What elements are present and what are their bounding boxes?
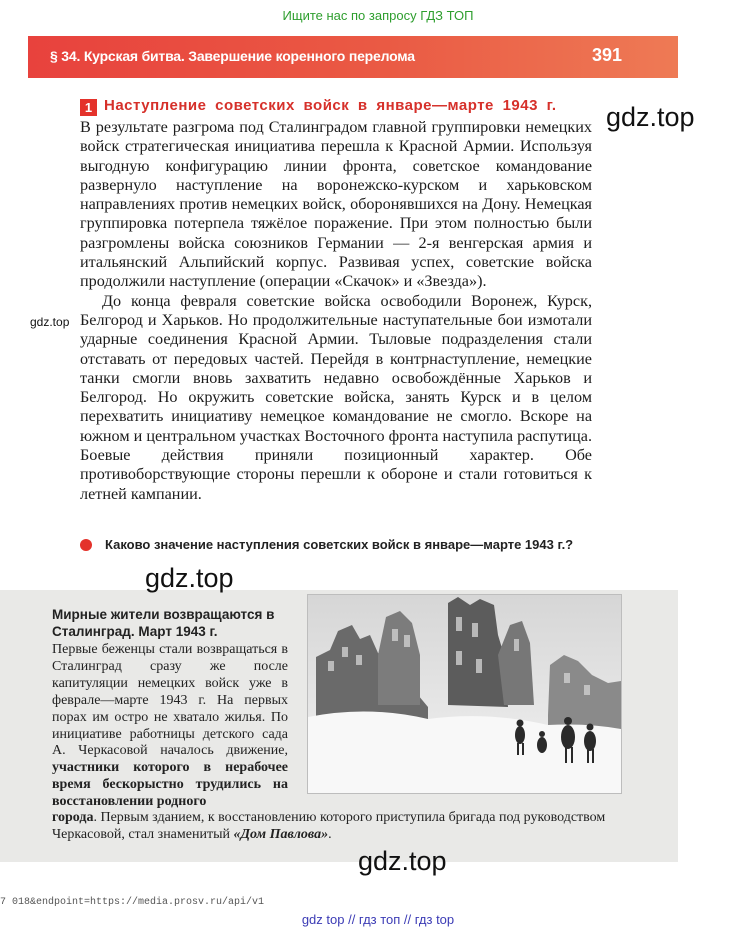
photo-caption-tail [52,810,626,844]
watermark-left: gdz.top [30,315,70,329]
watermark-right: gdz.top [606,102,695,132]
caption-text-bold: участники которого в нерабочее время бескорыстно трудились на восстановлении родного [52,760,288,810]
paragraph-2: До конца февраля советские войска освободили Воронеж, Курск, Белгород и Харьков. Но продолжительные наступательные бои измотали ударные соединения Красной Армии. Тыловые подразделения стали отставать от передовых частей. Перейдя в контрнаступление, немецкие танки смогли вновь захватить недавно освобождённые Харьков и Белгород. Но окружить советские войска, занять Курск и в целом перехватить инициативу немецкое командование не смогло. Вскоре на южном и центральном участках Восточного фронта наступила распутица. Боевые действия приняли позиционный характер. Обе противоборствующие стороны перешли к обороне и стали готовиться к летней кампании. [80,291,592,503]
watermark-center: gdz.top [145,563,234,593]
main-text [80,118,592,504]
chapter-header-bar [28,36,678,78]
photo-caption-title: Мирные жители возвращаются в Сталинград. Март 1943 г. [52,607,275,639]
question-bullet-icon [80,539,92,551]
watermark-bottom: gdz.top [358,846,447,876]
stalingrad-ruins-photo [307,594,622,794]
chapter-title: § 34. Курская битва. Завершение коренного перелома [50,48,415,64]
caption-text-plain: Первые беженцы стали возвращаться в Сталинград сразу же после капитуляции немецких войск уже в феврале—марте 1943 г. На первых порах им остро не хватало жилья. По инициативе работницы детского сада А. Черкасовой началось движение, [52,642,288,759]
caption-tail-italic: «Дом Павлова» [233,826,329,842]
photo-caption-text [52,642,288,811]
section-number-badge: 1 [80,99,97,116]
caption-tail-bold: города [52,810,94,825]
ruins-photo-illustration [308,595,621,793]
review-question: Каково значение наступления советских войск в январе—марте 1943 г.? [105,537,574,552]
paragraph-1: В результате разгрома под Сталинградом главной группировки немецких войск стратегическая инициатива перешла к Красной Армии. Используя выгодную конфигурацию линии фронта, советское командование развернуло наступление на воронежско-курском и харьковском направлениях против немецких войск, оборонявшихся на Дону. Немецкая группировка потерпела тяжёлое поражение. При этом полностью были разгромлены войска союзников Германии — 2-я венгерская армия и итальянский Альпийский корпус. Развивая успех, советские войска продолжили наступление (операции «Скачок» и «Звезда»). [80,118,592,291]
page-number: 391 [591,45,622,65]
caption-tail-plain: . Первым зданием, к восстановлению которого приступила бригада под руководством Черкасовой, стал знаменитый [52,810,606,842]
search-hint-link[interactable]: Ищите нас по запросу ГДЗ ТОП [282,8,474,23]
footer-links[interactable]: gdz top // гдз топ // гдз top [301,912,455,927]
source-url-fragment: 7 018&endpoint=https://media.prosv.ru/api/v1 [0,897,265,908]
section-title: Наступление советских войск в январе—марте 1943 г. [104,97,557,114]
caption-tail-end: . [328,826,332,842]
